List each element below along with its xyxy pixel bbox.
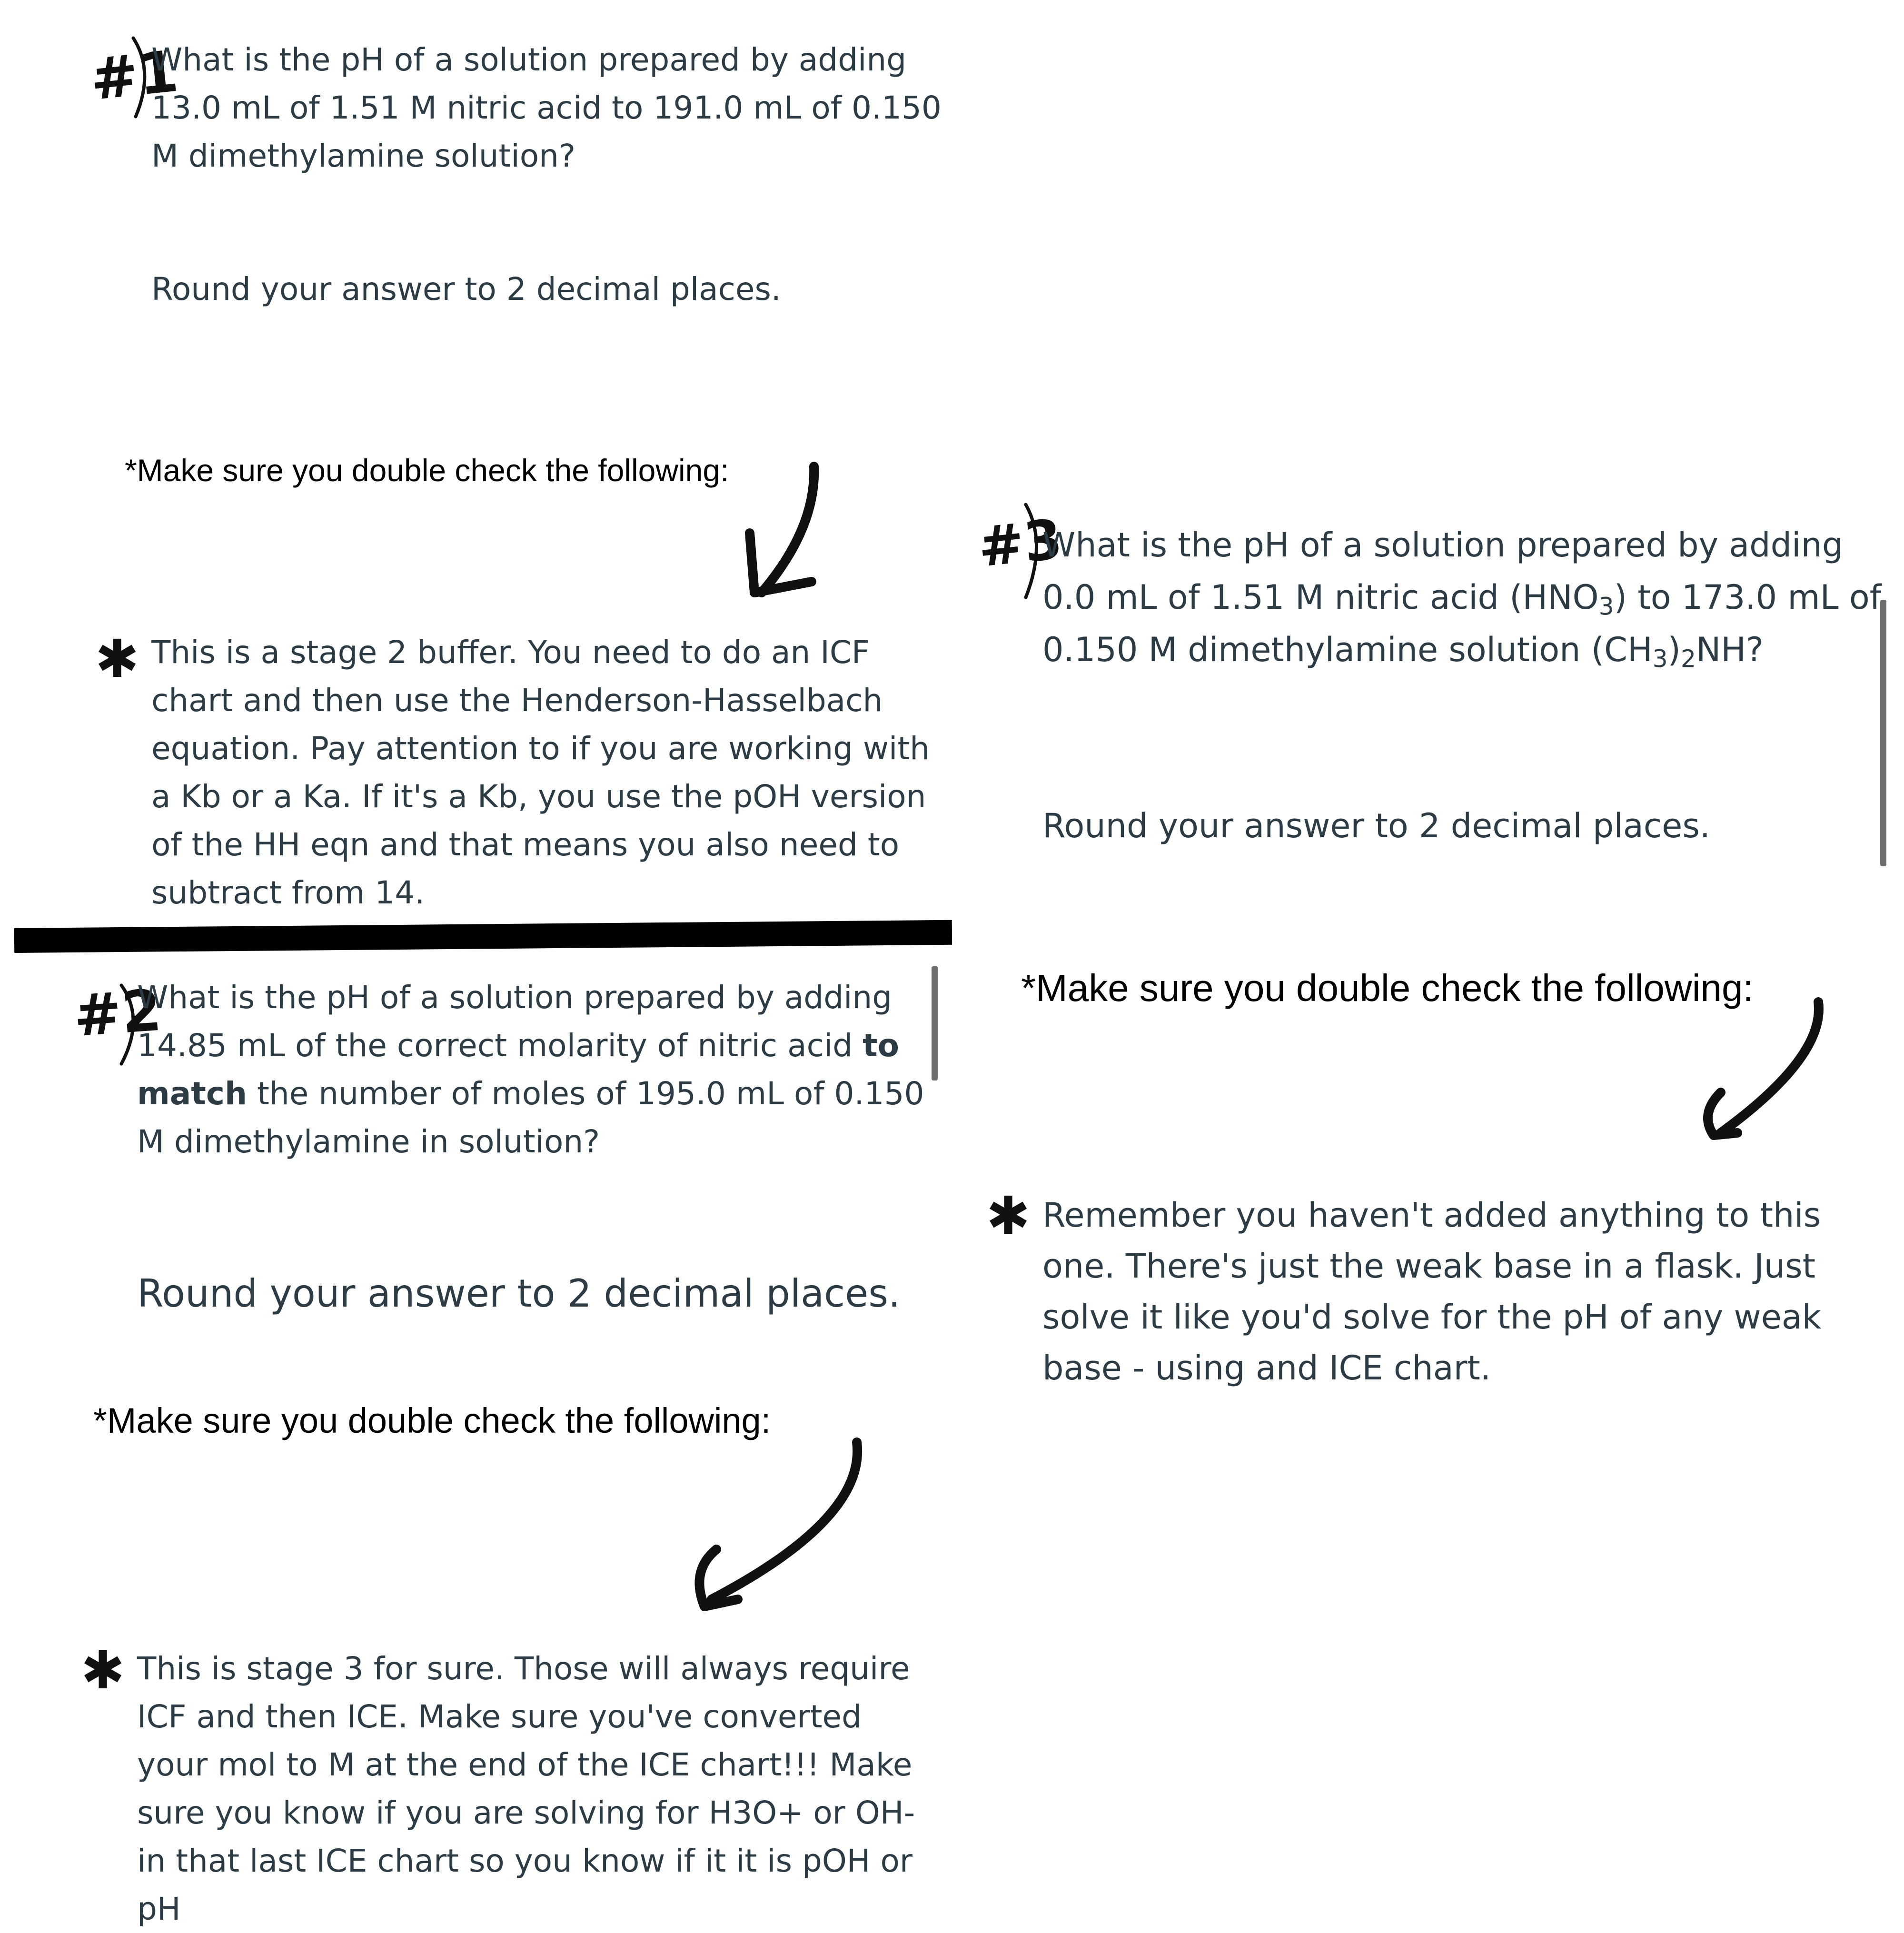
q3-check-heading: *Make sure you double check the following:: [1021, 967, 1754, 1009]
q2-handwritten-marker: #2: [71, 977, 164, 1050]
arrow-down-left-icon: [681, 1428, 862, 1628]
q3-text: 0.0 mL of 1.51 M nitric acid (HNO: [1042, 578, 1599, 617]
q3-text: ) to 173.0 mL of: [1614, 578, 1882, 617]
q2-question-line: M dimethylamine in solution?: [137, 1123, 600, 1160]
q2-note-line: This is stage 3 for sure. Those will always require: [137, 1650, 910, 1687]
q3-subscript: 3: [1652, 644, 1668, 673]
q1-note: [151, 628, 930, 917]
q1-note-line: This is a stage 2 buffer. You need to do an ICF: [151, 634, 870, 671]
scrollbar-left[interactable]: [932, 966, 938, 1080]
q2-question: [137, 973, 924, 1166]
q3-note-line: Remember you haven't added anything to this: [1042, 1196, 1821, 1235]
q2-note-line: in that last ICE chart so you know if it it is pOH or: [137, 1843, 912, 1879]
q3-note-line: solve it like you'd solve for the pH of any weak: [1042, 1298, 1822, 1337]
q2-note-line: your mol to M at the end of the ICE chart!!! Make: [137, 1746, 912, 1783]
q3-handwritten-marker: #3: [975, 507, 1065, 580]
q2-question-line: [137, 1021, 924, 1070]
q1-note-line: subtract from 14.: [151, 874, 425, 911]
q2-round-instruction: Round your answer to 2 decimal places.: [137, 1271, 901, 1316]
q1-question: [151, 36, 942, 180]
q3-subscript: 2: [1680, 644, 1696, 673]
asterisk-icon: ✱: [81, 1640, 125, 1701]
arrow-down-left-icon: [733, 457, 828, 609]
asterisk-icon: ✱: [95, 628, 139, 689]
q3-note-line: base - using and ICE chart.: [1042, 1348, 1491, 1388]
q3-subscript: 3: [1598, 592, 1614, 621]
section-divider: [14, 920, 952, 953]
q2-note: [137, 1645, 915, 1927]
q3-question-line: What is the pH of a solution prepared by adding: [1042, 525, 1844, 565]
q2-note-line: sure you know if you are solving for H3O+ or OH-: [137, 1794, 915, 1831]
q3-note: [1042, 1190, 1821, 1394]
arrow-down-left-icon: [1680, 990, 1833, 1147]
q1-question-line: What is the pH of a solution prepared by adding: [151, 41, 907, 78]
q3-text: ): [1667, 630, 1681, 669]
q2-text: the number of moles of 195.0 mL of 0.150: [247, 1075, 924, 1112]
q1-note-line: equation. Pay attention to if you are working with: [151, 730, 930, 767]
q2-text: 14.85 mL of the correct molarity of nitric acid: [137, 1027, 863, 1064]
q1-note-line: chart and then use the Henderson-Hasselbach: [151, 682, 883, 719]
q3-note-line: one. There's just the weak base in a flask. Just: [1042, 1247, 1816, 1286]
q2-question-line: What is the pH of a solution prepared by adding: [137, 979, 892, 1016]
q2-note-line: ICF and then ICE. Make sure you've converted: [137, 1698, 862, 1735]
q1-note-line: of the HH eqn and that means you also need to: [151, 826, 900, 863]
q2-question-line: [137, 1070, 924, 1118]
q3-text: NH?: [1696, 630, 1764, 669]
q1-note-line: a Kb or a Ka. If it's a Kb, you use the pOH version: [151, 778, 926, 815]
q1-check-heading: *Make sure you double check the following:: [125, 453, 729, 488]
q3-question: [1042, 519, 1881, 676]
q1-handwritten-marker: #1: [87, 38, 181, 114]
q3-question-line: [1042, 624, 1881, 676]
q3-question-line: [1042, 571, 1881, 624]
asterisk-icon: ✱: [986, 1185, 1031, 1246]
q2-bold-text: to: [863, 1027, 899, 1064]
q1-round-instruction: Round your answer to 2 decimal places.: [151, 271, 781, 307]
q1-question-line: M dimethylamine solution?: [151, 138, 576, 174]
q2-bold-text: match: [137, 1075, 247, 1112]
q2-check-heading: *Make sure you double check the following:: [93, 1401, 771, 1440]
q3-text: 0.150 M dimethylamine solution (CH: [1042, 630, 1653, 669]
q1-question-line: 13.0 mL of 1.51 M nitric acid to 191.0 mL of 0.150: [151, 89, 942, 126]
q2-note-line: pH: [137, 1891, 181, 1927]
q3-round-instruction: Round your answer to 2 decimal places.: [1042, 806, 1711, 845]
